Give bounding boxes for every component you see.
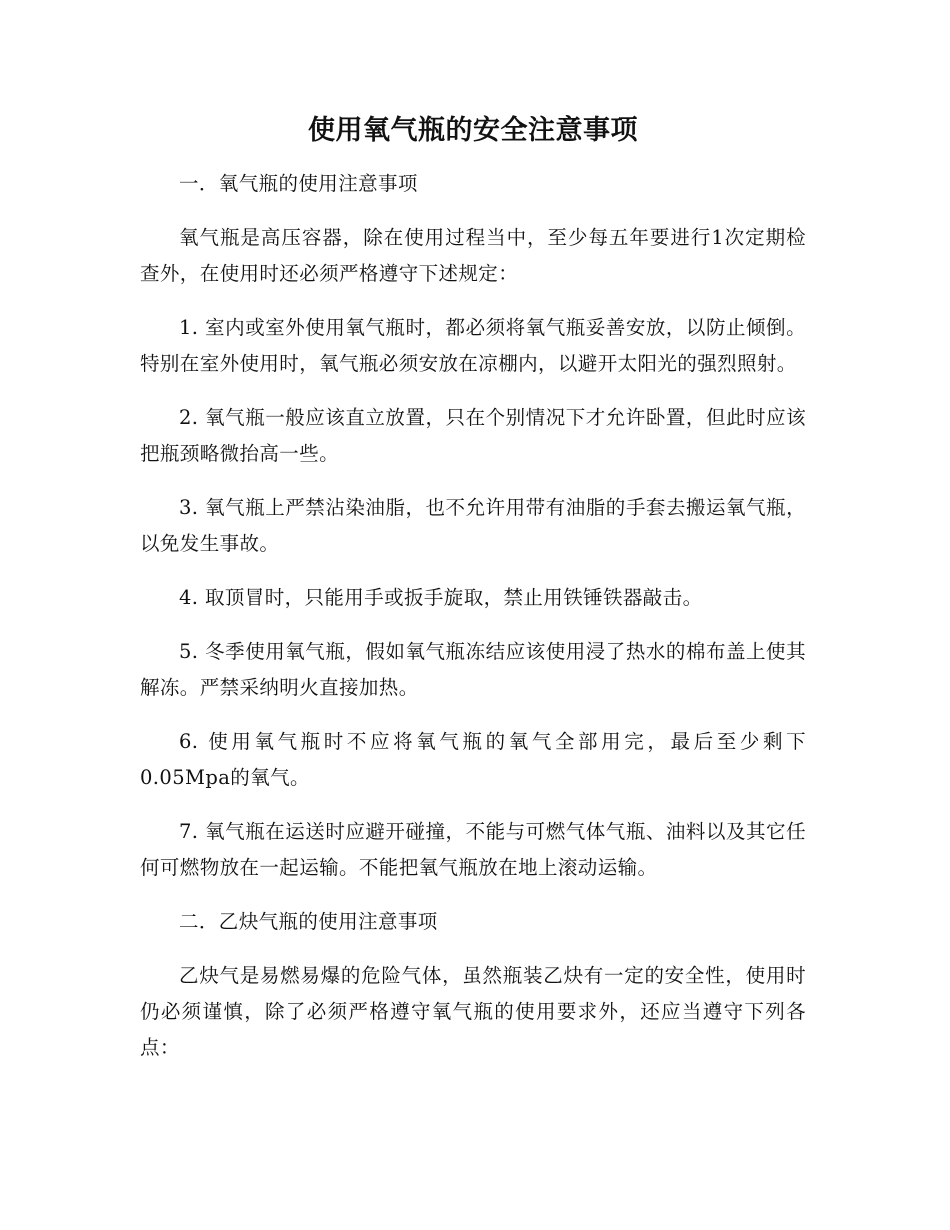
section-1-intro: 氧气瓶是高压容器，除在使用过程当中，至少每五年要进行1次定期检查外，在使用时还必须严格遵守下述规定： [140, 226, 806, 285]
document-body [140, 110, 806, 1084]
oxygen-rule-7: 7. 氧气瓶在运送时应避开碰撞，不能与可燃气体气瓶、油料以及其它任何可燃物放在一起运输。不能把氧气瓶放在地上滚动运输。 [140, 820, 806, 879]
oxygen-rule-3: 3. 氧气瓶上严禁沾染油脂，也不允许用带有油脂的手套去搬运氧气瓶，以免发生事故。 [140, 496, 806, 555]
document-title: 使用氧气瓶的安全注意事项 [308, 115, 638, 146]
oxygen-rule-5: 5. 冬季使用氧气瓶，假如氧气瓶冻结应该使用浸了热水的棉布盖上使其解冻。严禁采纳明火直接加热。 [140, 640, 806, 699]
oxygen-rule-6: 6. 使用氧气瓶时不应将氧气瓶的氧气全部用完，最后至少剩下0.05Mpa的氧气。 [140, 730, 806, 789]
section-2-heading: 二．乙炔气瓶的使用注意事项 [179, 910, 438, 933]
oxygen-rule-1: 1. 室内或室外使用氧气瓶时，都必须将氧气瓶妥善安放，以防止倾倒。特别在室外使用时，氧气瓶必须安放在凉棚内，以避开太阳光的强烈照射。 [140, 316, 806, 375]
section-1-heading: 一．氧气瓶的使用注意事项 [179, 172, 418, 195]
section-2-intro: 乙炔气是易燃易爆的危险气体，虽然瓶装乙炔有一定的安全性，使用时仍必须谨慎，除了必须严格遵守氧气瓶的使用要求外，还应当遵守下列各点： [140, 964, 806, 1059]
oxygen-rule-2: 2. 氧气瓶一般应该直立放置，只在个别情况下才允许卧置，但此时应该把瓶颈略微抬高一些。 [140, 406, 806, 465]
oxygen-rule-4: 4. 取顶冒时，只能用手或扳手旋取，禁止用铁锤铁器敲击。 [179, 586, 703, 609]
